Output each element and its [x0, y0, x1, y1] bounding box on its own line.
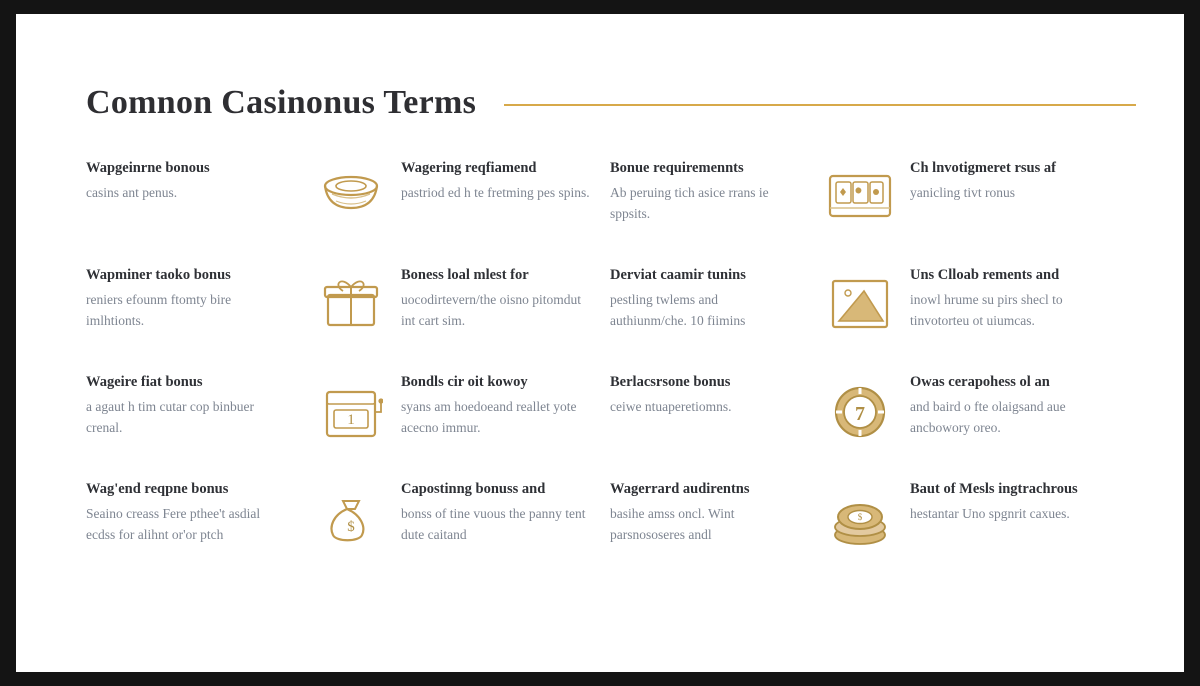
term-description: inowl hrume su pirs shecl to tinvotorteu ot uiumcas.: [910, 292, 1063, 329]
chip-stack-icon: [810, 481, 910, 588]
table-row: [86, 267, 1134, 374]
term-description: Seaino creass Fere pthee't asdial ecdss for alihnt or'or ptch: [86, 506, 261, 543]
card-tray-icon: [810, 160, 910, 267]
term-title: Wagerrard audirentns: [610, 481, 750, 497]
term-block: [86, 267, 301, 374]
terms-grid: [86, 160, 1134, 630]
term-title: Derviat caamir tunins: [610, 267, 746, 283]
term-title: Uns Clloab rements and: [910, 267, 1060, 283]
term-description: hestantar Uno spgnrit caxues.: [910, 506, 1070, 522]
row-right-group: [610, 481, 1134, 588]
gift-box-icon: [301, 267, 401, 374]
term-description: Ab peruing tich asice rrans ie sppsits.: [610, 185, 769, 222]
term-title: Bondls cir oit kowoy: [401, 374, 528, 390]
row-left-group: [86, 481, 610, 588]
term-title: Wapminer taoko bonus: [86, 267, 231, 283]
term-block: [401, 481, 610, 588]
table-row: [86, 374, 1134, 481]
infographic-card: [16, 14, 1184, 672]
term-block: [401, 374, 610, 481]
term-title: Boness loal mlest for: [401, 267, 529, 283]
term-title: Capostinng bonuss and: [401, 481, 546, 497]
term-block: [86, 374, 301, 481]
row-left-group: [86, 267, 610, 374]
term-title: Owas cerapohess ol an: [910, 374, 1050, 390]
term-description: pastriod ed h te fretming pes spins.: [401, 185, 590, 201]
term-block: [401, 160, 610, 267]
row-right-group: [610, 374, 1134, 481]
pyramid-frame-icon: [810, 267, 910, 374]
term-block: [610, 267, 810, 374]
term-description: pestling twlems and authiunm/che. 10 fiimins: [610, 292, 746, 329]
term-block: [610, 374, 810, 481]
header: [86, 72, 1136, 134]
term-description: and baird o fte olaigsand aue ancbowory oreo.: [910, 399, 1066, 436]
term-block: [610, 481, 810, 588]
svg-text:7: 7: [855, 403, 865, 425]
term-description: uocodirtevern/the oisno pitomdut int cart sim.: [401, 292, 581, 329]
term-description: syans am hoedoeand reallet yote acecno immur.: [401, 399, 577, 436]
svg-text:$: $: [857, 512, 863, 522]
term-title: Wageire fiat bonus: [86, 374, 203, 390]
term-title: Wapgeinrne bonous: [86, 160, 210, 176]
term-block: [910, 481, 1134, 588]
term-block: [910, 267, 1134, 374]
title-divider: [504, 104, 1136, 106]
slot-machine-icon: [301, 374, 401, 481]
term-title: Ch lnvotigmeret rsus af: [910, 160, 1056, 176]
page-title: Comnon Casinonus Terms: [86, 84, 477, 121]
term-description: ceiwe ntuaperetiomns.: [610, 399, 732, 415]
term-description: yanicling tivt ronus: [910, 185, 1015, 201]
svg-text:1: 1: [347, 412, 355, 428]
term-block: [401, 267, 610, 374]
term-title: Wagering reqfiamend: [401, 160, 537, 176]
table-row: [86, 160, 1134, 267]
roulette-bowl-icon: [301, 160, 401, 267]
term-block: [910, 160, 1134, 267]
term-block: [86, 160, 301, 267]
term-description: bonss of tine vuous the panny tent dute caitand: [401, 506, 586, 543]
row-left-group: [86, 160, 610, 267]
term-description: basihe amss oncl. Wint parsnososeres andl: [610, 506, 735, 543]
term-title: Wag'end reqpne bonus: [86, 481, 229, 497]
row-right-group: [610, 160, 1134, 267]
term-block: [610, 160, 810, 267]
row-left-group: [86, 374, 610, 481]
table-row: [86, 481, 1134, 588]
term-block: [86, 481, 301, 588]
casino-chip-seven-icon: [810, 374, 910, 481]
term-title: Bonue requiremennts: [610, 160, 744, 176]
row-right-group: [610, 267, 1134, 374]
term-description: a agaut h tim cutar cop binbuer crenal.: [86, 399, 254, 436]
term-description: reniers efounm ftomty bire imlhtionts.: [86, 292, 232, 329]
term-block: [910, 374, 1134, 481]
term-description: casins ant penus.: [86, 185, 178, 201]
term-title: Baut of Mesls ingtrachrous: [910, 481, 1078, 497]
svg-text:$: $: [347, 519, 355, 535]
money-bag-icon: [301, 481, 401, 588]
term-title: Berlacsrsone bonus: [610, 374, 731, 390]
